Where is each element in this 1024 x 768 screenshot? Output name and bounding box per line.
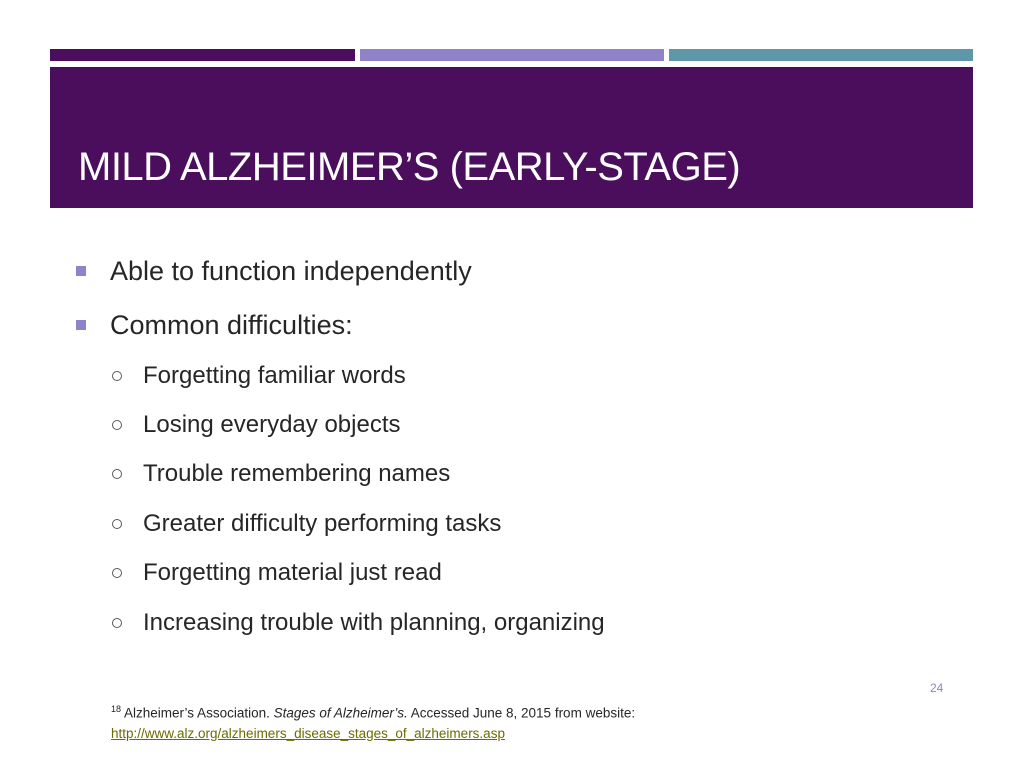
footnote-link[interactable]: http://www.alz.org/alzheimers_disease_stages_of_alzheimers.asp xyxy=(111,725,505,741)
square-bullet-icon xyxy=(76,320,86,330)
sub-bullet-text: Forgetting material just read xyxy=(143,559,442,586)
sub-bullet-item xyxy=(112,506,501,542)
bullet-text: Able to function independently xyxy=(110,255,472,286)
sub-bullet-text: Losing everyday objects xyxy=(143,411,401,438)
slide-title: MILD ALZHEIMER’S (EARLY-STAGE) xyxy=(78,145,741,189)
sub-bullet-text: Greater difficulty performing tasks xyxy=(143,510,502,537)
circle-bullet-icon xyxy=(112,420,122,430)
square-bullet-icon xyxy=(76,266,86,276)
sub-bullet-text: Trouble remembering names xyxy=(143,460,451,487)
footnote-marker: 18 xyxy=(111,704,122,714)
sub-bullet-text: Forgetting familiar words xyxy=(143,362,406,389)
circle-bullet-icon xyxy=(112,568,122,578)
circle-bullet-icon xyxy=(112,618,122,628)
footnote-title: Stages of Alzheimer’s. xyxy=(273,705,408,721)
sub-bullet-item xyxy=(112,456,450,492)
sub-bullet-text: Increasing trouble with planning, organizing xyxy=(143,609,605,636)
sub-bullet-item xyxy=(112,555,442,591)
circle-bullet-icon xyxy=(112,519,122,529)
footnote xyxy=(111,699,635,744)
circle-bullet-icon xyxy=(112,371,122,381)
page-number: 24 xyxy=(930,681,944,695)
sub-bullet-item xyxy=(112,407,400,443)
circle-bullet-icon xyxy=(112,469,122,479)
bullet-item xyxy=(76,305,353,345)
bullet-text: Common difficulties: xyxy=(110,309,353,340)
bullet-item xyxy=(76,251,472,291)
sub-bullet-item xyxy=(112,358,406,394)
footnote-source: Alzheimer’s Association. xyxy=(124,705,270,721)
footnote-accessed: Accessed June 8, 2015 from website: xyxy=(410,705,636,721)
footnote-citation xyxy=(111,699,635,724)
sub-bullet-item xyxy=(112,605,605,641)
